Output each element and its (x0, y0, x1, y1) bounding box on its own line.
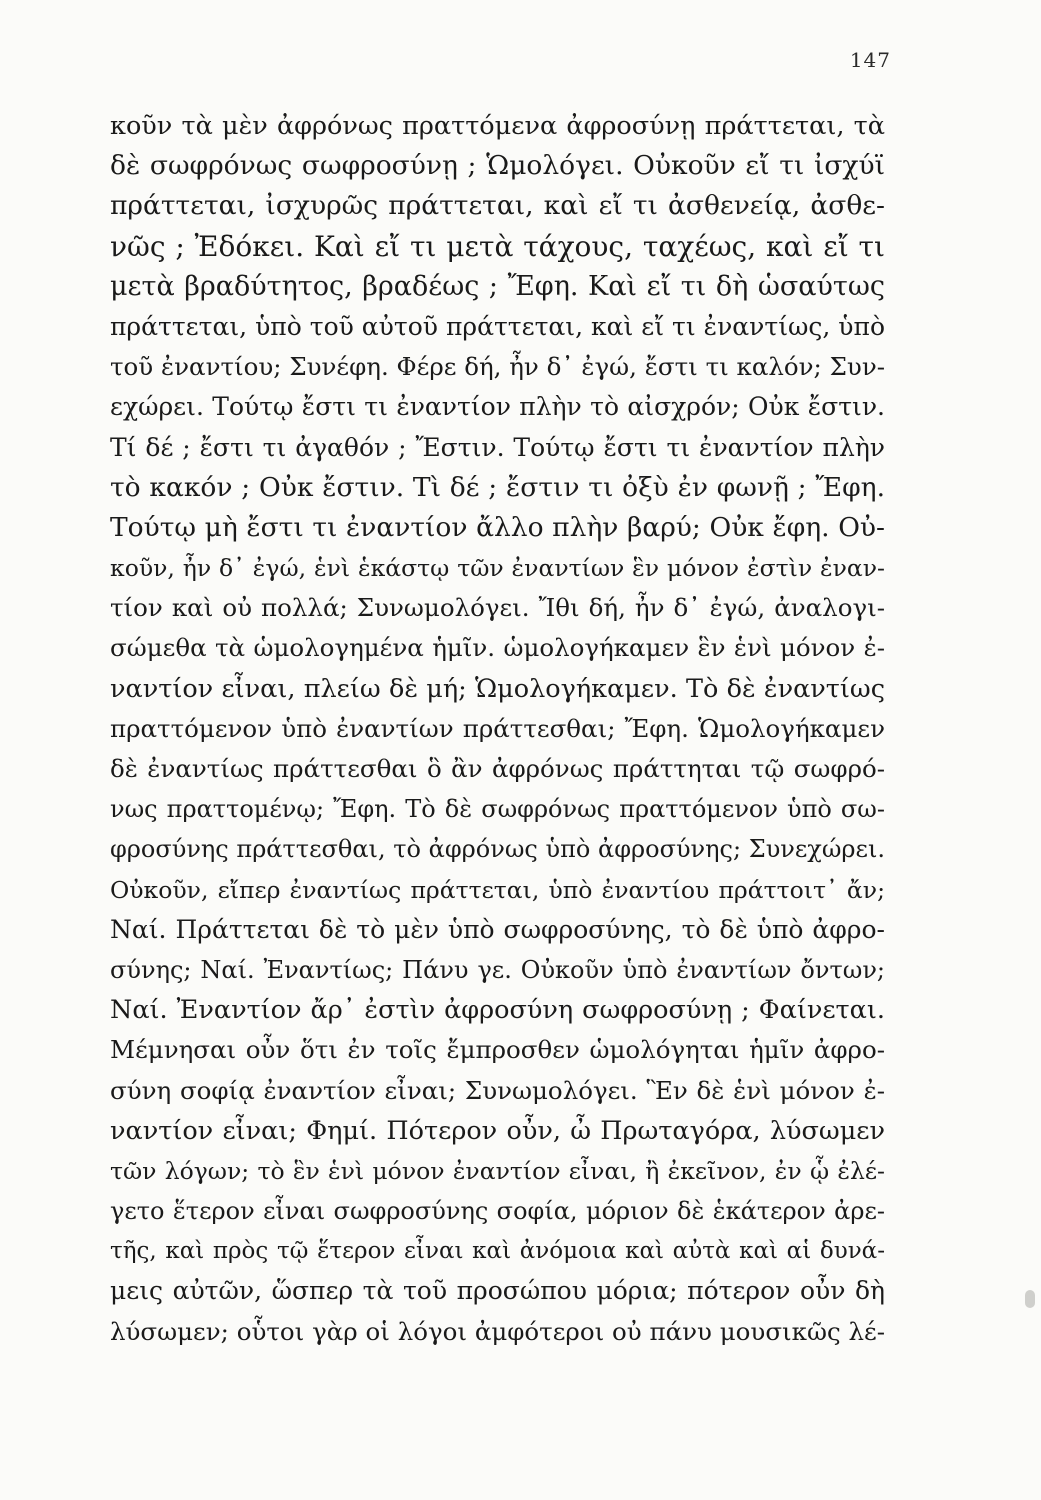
text-line: πραττόμενον ὑπὸ ἐναντίων πράττεσθαι; Ἔφη. Ὡμολογήκαμεν (110, 713, 885, 743)
text-line: ναντίον εἶναι, πλείω δὲ μή; Ὡμολογήκαμεν. Τὸ δὲ ἐναντίως (110, 673, 885, 704)
text-line: Οὐκοῦν, εἴπερ ἐναντίως πράττεται, ὑπὸ ἐναντίου πράττοιτ᾽ ἄν; (110, 875, 885, 904)
text-line: κοῦν τὰ μὲν ἀφρόνως πραττόμενα ἀφροσύνῃ πράττεται, τὰ (110, 111, 885, 141)
text-line: Τί δέ ; ἔστι τι ἀγαθόν ; Ἔστιν. Τούτῳ ἔστι τι ἐναντίον πλὴν (110, 432, 885, 462)
text-line: πράττεται, ἰσχυρῶς πράττεται, καὶ εἴ τι ἀσθενείᾳ, ἀσθε- (110, 190, 885, 222)
page-number: 147 (849, 48, 891, 72)
paper-speck (1025, 1290, 1035, 1308)
text-line: μετὰ βραδύτητος, βραδέως ; Ἔφη. Καὶ εἴ τι δὴ ὡσαύτως (110, 270, 885, 302)
text-line: σύνη σοφίᾳ ἐναντίον εἶναι; Συνωμολόγει. Ἓν δὲ ἑνὶ μόνον ἐ- (110, 1075, 885, 1105)
text-line: εχώρει. Τούτῳ ἔστι τι ἐναντίον πλὴν τὸ αἰσχρόν; Οὐκ ἔστιν. (110, 392, 885, 422)
text-line: σύνης; Ναί. Ἐναντίως; Πάνυ γε. Οὐκοῦν ὑπὸ ἐναντίων ὄντων; (110, 955, 885, 984)
text-line: δὲ ἐναντίως πράττεσθαι ὃ ἂν ἀφρόνως πράττηται τῷ σωφρό- (110, 754, 885, 783)
text-line: δὲ σωφρόνως σωφροσύνῃ ; Ὡμολόγει. Οὐκοῦν εἴ τι ἰσχύϊ (110, 150, 885, 182)
text-line: τίον καὶ οὐ πολλά; Συνωμολόγει. Ἴθι δή, ἦν δ᾽ ἐγώ, ἀναλογι- (110, 593, 885, 623)
text-line: νῶς ; Ἐδόκει. Καὶ εἴ τι μετὰ τάχους, ταχέως, καὶ εἴ τι (110, 229, 885, 263)
text-line: ναντίον εἶναι; Φημί. Πότερον οὖν, ὦ Πρωταγόρα, λύσωμεν (110, 1115, 885, 1146)
text-line: μεις αὐτῶν, ὥσπερ τὰ τοῦ προσώπου μόρια; πότερον οὖν δὴ (110, 1276, 885, 1306)
text-line: κοῦν, ἦν δ᾽ ἐγώ, ἑνὶ ἑκάστῳ τῶν ἐναντίων ἓν μόνον ἐστὶν ἐναν- (110, 554, 885, 583)
text-line: λύσωμεν; οὗτοι γὰρ οἱ λόγοι ἀμφότεροι οὐ πάνυ μουσικῶς λέ- (110, 1316, 885, 1346)
text-line: Μέμνησαι οὖν ὅτι ἐν τοῖς ἔμπροσθεν ὡμολόγηται ἡμῖν ἀφρο- (110, 1035, 885, 1065)
greek-text-body (110, 106, 885, 1352)
text-line: Τούτῳ μὴ ἔστι τι ἐναντίον ἄλλο πλὴν βαρύ; Οὐκ ἔφη. Οὐ- (110, 511, 885, 543)
text-line: τῶν λόγων; τὸ ἓν ἑνὶ μόνον ἐναντίον εἶναι, ἢ ἐκεῖνον, ἐν ᾧ ἐλέ- (110, 1156, 885, 1185)
text-line: νως πραττομένῳ; Ἔφη. Τὸ δὲ σωφρόνως πραττόμενον ὑπὸ σω- (110, 795, 885, 824)
text-line: γετο ἕτερον εἶναι σωφροσύνης σοφία, μόριον δὲ ἑκάτερον ἀρε- (110, 1197, 885, 1226)
text-line: Ναί. Πράττεται δὲ τὸ μὲν ὑπὸ σωφροσύνης, τὸ δὲ ὑπὸ ἀφρο- (110, 914, 885, 944)
text-line: φροσύνης πράττεσθαι, τὸ ἀφρόνως ὑπὸ ἀφροσύνης; Συνεχώρει. (110, 835, 885, 864)
text-line: Ναί. Ἐναντίον ἄρ᾽ ἐστὶν ἀφροσύνη σωφροσύνῃ ; Φαίνεται. (110, 995, 885, 1026)
text-line: τῆς, καὶ πρὸς τῷ ἕτερον εἶναι καὶ ἀνόμοια καὶ αὐτὰ καὶ αἱ δυνά- (110, 1238, 885, 1265)
text-line: πράττεται, ὑπὸ τοῦ αὐτοῦ πράττεται, καὶ εἴ τι ἐναντίως, ὑπὸ (110, 311, 885, 341)
text-line: τὸ κακόν ; Οὐκ ἔστιν. Τὶ δέ ; ἔστιν τι ὀξὺ ἐν φωνῇ ; Ἔφη. (110, 471, 885, 503)
text-line: τοῦ ἐναντίου; Συνέφη. Φέρε δή, ἦν δ᾽ ἐγώ, ἔστι τι καλόν; Συν- (110, 352, 885, 382)
text-line: σώμεθα τὰ ὡμολογημένα ἡμῖν. ὡμολογήκαμεν ἓν ἑνὶ μόνον ἐ- (110, 633, 885, 663)
